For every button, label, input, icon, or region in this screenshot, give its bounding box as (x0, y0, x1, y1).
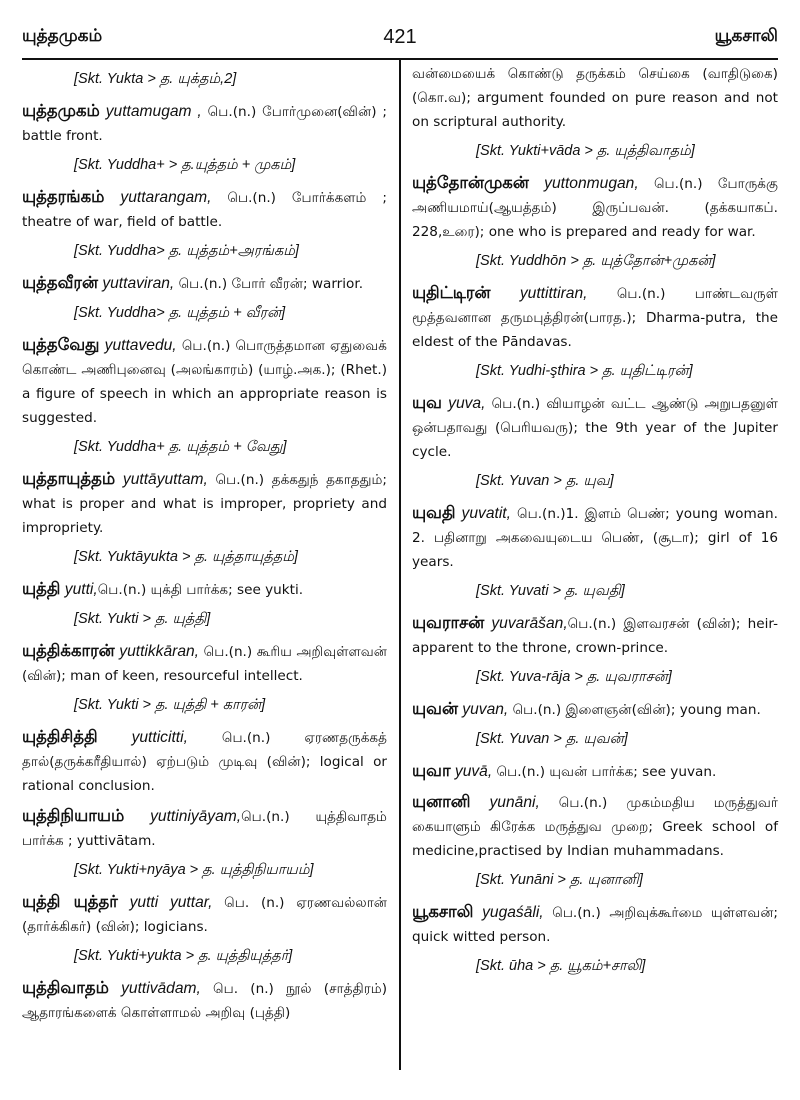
entry-transliteration: yunāni, (489, 794, 540, 811)
entry-headword: யுதிட்டிரன் (412, 283, 491, 302)
entry-definition: பெ.(n.) போருக்கு அணியமாய்(ஆயத்தம்) இருப்பவன். (தக்கயாகப். 228,உரை); one who is prepared and ready for war. (412, 176, 778, 240)
entry-transliteration: yuttikkāran, (119, 643, 200, 660)
entry-definition: பெ.(n.) வியாழன் வட்ட ஆண்டு அறுபதனுள் ஒன்பதாவது (பெரியவரு); the 9th year of the Jupiter cycle. (412, 396, 778, 460)
entry-transliteration: yuttaviran, (102, 275, 175, 292)
entry-definition: பெ.(n.) இளைஞன்(வின்); young man. (508, 702, 761, 718)
dictionary-entry (22, 890, 387, 939)
entry-headword: யுவ (412, 393, 442, 412)
entry-transliteration: yuvarāšan, (491, 615, 568, 632)
entry-headword: யுத்தாயுத்தம் (22, 469, 116, 488)
entry-headword: யுத்தி யுத்தர் (22, 892, 118, 911)
entry-headword: யூகசாலி (412, 902, 474, 921)
left-column (22, 62, 387, 1031)
entry-headword: யுனானி (412, 792, 471, 811)
entry-headword: யுத்திவாதம் (22, 978, 109, 997)
source-note: [Skt. Yunāni > த. யுனானி] (476, 872, 643, 888)
dictionary-entry (412, 501, 778, 574)
source-note: [Skt. Yukti+nyāya > த. யுத்திநியாயம்] (74, 862, 314, 878)
entry-transliteration: yuva, (448, 395, 486, 412)
entry-transliteration: yuttittiran, (519, 285, 588, 302)
entry-headword: யுத்தோன்முகன் (412, 173, 529, 192)
source-note: [Skt. Yuvati > த. யுவதி] (476, 583, 625, 599)
source-note: [Skt. Yuddha> த. யுத்தம் + வீரன்] (74, 305, 286, 321)
source-note: [Skt. Yukta > த. யுக்தம்,2] (74, 71, 237, 87)
dictionary-entry (412, 281, 778, 354)
header-right-guideword: யூகசாலி (714, 26, 778, 46)
entry-definition: பெ.(n.) பாண்டவருள் மூத்தவனான தருமபுத்திரன்(பாரத.); Dharma-putra, the eldest of the Pāndavas. (412, 286, 778, 350)
dictionary-entry (412, 759, 778, 784)
dictionary-entry (22, 639, 387, 688)
entry-transliteration: yuttiniyāyam, (150, 808, 242, 825)
page-header (22, 26, 778, 56)
entry-headword: யுவராசன் (412, 613, 485, 632)
entry-transliteration: yuvatit, (461, 505, 511, 522)
source-note: [Skt. Yuddha> த. யுத்தம்+அரங்கம்] (74, 243, 299, 259)
dictionary-entry (22, 467, 387, 540)
header-left-guideword: யுத்தமுகம் (22, 26, 103, 46)
dictionary-entry (22, 99, 387, 148)
source-note: [Skt. Yukti+vāda > த. யுத்திவாதம்] (476, 143, 695, 159)
entry-headword: யுத்தவீரன் (22, 273, 98, 292)
entry-definition: பெ.(n.) இளவரசன் (வின்); heir-apparent to the throne, crown-prince. (412, 616, 779, 656)
entry-transliteration: yuttāyuttam, (122, 471, 208, 488)
entry-headword: யுத்தவேது (22, 335, 100, 354)
entry-transliteration: yuvan, (462, 701, 509, 718)
dictionary-entry (412, 697, 778, 722)
entry-definition: பெ.(n.) போர்முனை(வின்) ; battle front. (22, 104, 387, 144)
source-note: [Skt. Yukti > த. யுத்தி + காரன்] (74, 697, 266, 713)
dictionary-entry (412, 611, 778, 660)
source-note: [Skt. Yuddha+ த. யுத்தம் + வேது] (74, 439, 287, 455)
source-note: [Skt. Yuvan > த. யுவ] (476, 473, 614, 489)
entry-definition: பெ.(n.) யுக்தி பார்க்க; see yukti. (97, 582, 304, 598)
entry-definition: பெ.(n.) முகம்மதிய மருத்துவர் கையாளும் கிரேக்க மருத்துவ முறை; Greek school of medicine,practised by Indian muhammadans. (412, 795, 778, 859)
entry-definition: பெ.(n.) ஏரணதருக்கத் தால்(தருக்கரீதியால்) ஏற்படும் முடிவு (வின்); logical or rational conclusion. (22, 730, 387, 794)
entry-transliteration: yutti yuttar, (129, 894, 213, 911)
source-note: [Skt. Yuddha+ > த.யுத்தம் + முகம்] (74, 157, 296, 173)
entry-headword: யுவன் (412, 699, 458, 718)
source-note: [Skt. Yuva-rāja > த. யுவராசன்] (476, 669, 672, 685)
column-divider (399, 60, 401, 1070)
dictionary-entry (412, 391, 778, 464)
dictionary-entry (22, 804, 387, 853)
source-note: [Skt. Yuvan > த. யுவன்] (476, 731, 628, 747)
entry-definition: பெ. (n.) ஏரணவல்லான் (தார்க்கிகர்) (வின்); logicians. (22, 895, 387, 935)
dictionary-entry (22, 725, 387, 798)
entry-definition: பெ.(n.) போர்க்களம் ; theatre of war, field of battle. (22, 190, 387, 230)
entry-transliteration: yuttamugam , (105, 103, 202, 120)
source-note: [Skt. Yukti > த. யுத்தி] (74, 611, 211, 627)
page-number: 421 (383, 26, 417, 48)
entry-definition: பெ.(n.) பொருத்தமான ஏதுவைக் கொண்ட அணிபுனைவு (அலங்காரம்) (யாழ்.அக.); (Rhet.) a figure of speech in which an appropriate reason is suggested. (22, 338, 387, 426)
dictionary-entry (412, 171, 778, 244)
entry-continuation (412, 62, 778, 134)
dictionary-entry (22, 333, 387, 430)
entry-transliteration: yuvā, (454, 763, 493, 780)
entry-transliteration: yuttarangam, (120, 189, 212, 206)
entry-headword: யுத்திக்காரன் (22, 641, 115, 660)
entry-headword: யுத்தமுகம் (22, 101, 100, 120)
entry-transliteration: yuttavedu, (104, 337, 177, 354)
entry-definition: வன்மையைக் கொண்டு தருக்கம் செய்கை (வாதிடுகை) (கொ.வ); argument founded on pure reason and not on scriptural authority. (412, 66, 778, 130)
entry-definition: பெ. (n.) நூல் (சாத்திரம்) ஆதாரங்களைக் கொள்ளாமல் அறிவு (புத்தி) (22, 981, 387, 1021)
entry-definition: பெ.(n.) யுவன் பார்க்க; see yuvan. (492, 764, 717, 780)
entry-definition: பெ.(n.) போர் வீரன்; warrior. (174, 276, 364, 292)
dictionary-entry (22, 976, 387, 1025)
entry-transliteration: yutticitti, (131, 729, 188, 746)
entry-definition: பெ.(n.) அறிவுக்கூர்மை யுள்ளவன்; quick witted person. (412, 905, 778, 945)
entry-transliteration: yuttivādam, (121, 980, 201, 997)
source-note: [Skt. ūha > த. யூகம்+சாலி] (476, 958, 646, 974)
entry-transliteration: yugaśāli, (482, 904, 544, 921)
dictionary-entry (412, 900, 778, 949)
entry-definition: பெ.(n.) தக்கதுந் தகாததும்; what is proper and what is improper, propriety and impropriety. (22, 472, 387, 536)
entry-headword: யுத்திநியாயம் (22, 806, 125, 825)
right-column (412, 62, 778, 986)
entry-definition: பெ.(n.) கூரிய அறிவுள்ளவன் (வின்); man of keen, resourceful intellect. (22, 644, 387, 684)
source-note: [Skt. Yuddhōn > த. யுத்தோன்+முகன்] (476, 253, 716, 269)
entry-headword: யுத்திசித்தி (22, 727, 98, 746)
entry-headword: யுவா (412, 761, 451, 780)
dictionary-entry (22, 185, 387, 234)
source-note: [Skt. Yukti+yukta > த. யுத்தியுத்தர்] (74, 948, 293, 964)
dictionary-entry (22, 271, 387, 296)
entry-definition: பெ.(n.)1. இளம் பெண்; young woman. 2. பதினாறு அகவையுடைய பெண், (சூடா); girl of 16 years. (412, 506, 778, 570)
dictionary-entry (22, 577, 387, 602)
entry-definition: பெ.(n.) யுத்திவாதம் பார்க்க ; yuttivātam. (22, 809, 387, 849)
entry-headword: யுத்தி (22, 579, 61, 598)
source-note: [Skt. Yuktāyukta > த. யுத்தாயுத்தம்] (74, 549, 298, 565)
source-note: [Skt. Yudhi-şthira > த. யுதிட்டிரன்] (476, 363, 693, 379)
entry-transliteration: yutti, (64, 581, 98, 598)
entry-transliteration: yuttonmugan, (544, 175, 639, 192)
entry-headword: யுவதி (412, 503, 456, 522)
entry-headword: யுத்தரங்கம் (22, 187, 105, 206)
dictionary-entry (412, 790, 778, 863)
